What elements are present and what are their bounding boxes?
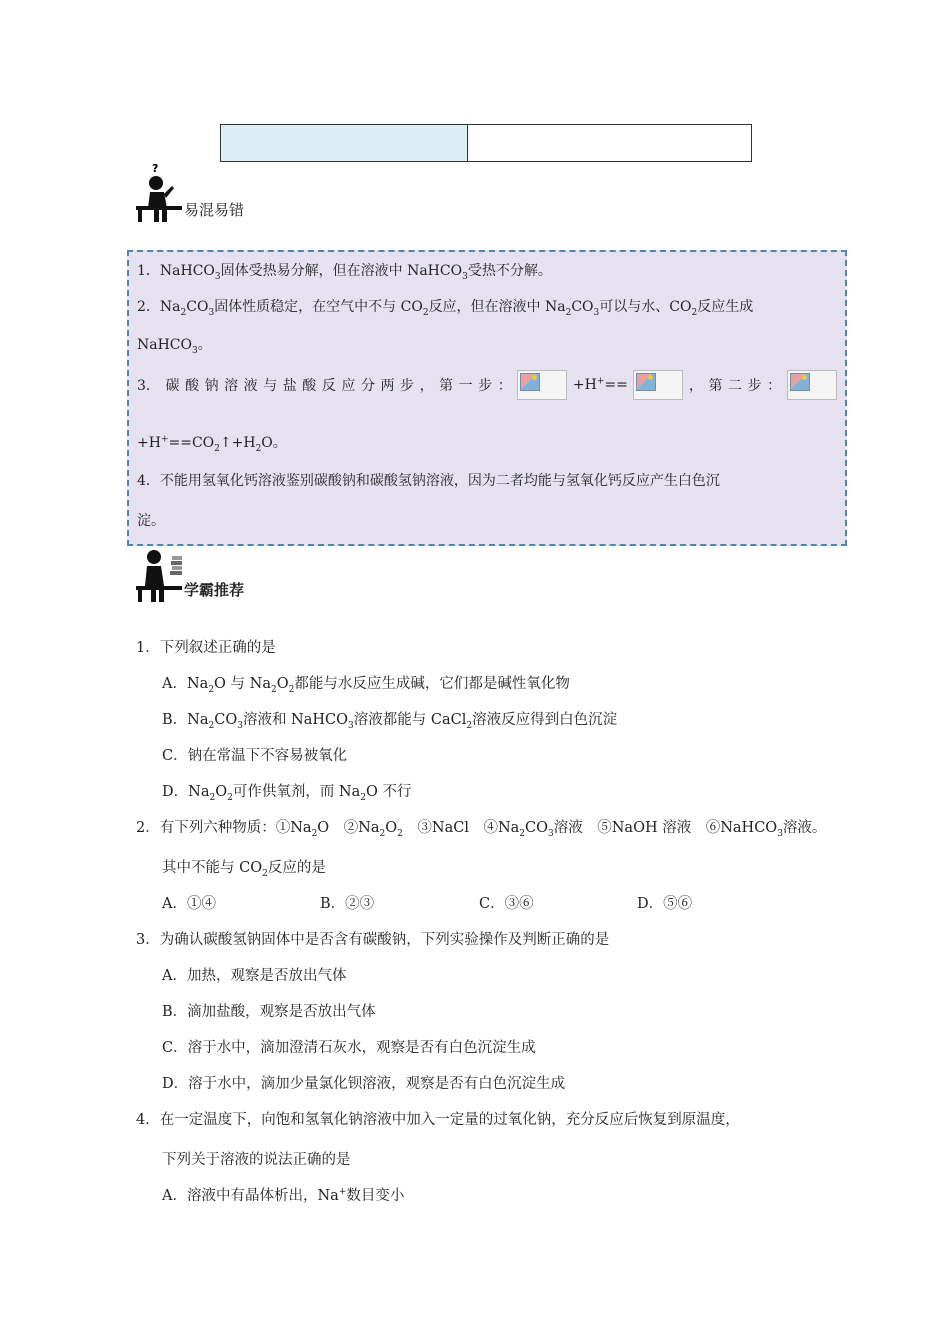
q3-option-c: C．溶于水中，滴加澄清石灰水，观察是否有白色沉淀生成 xyxy=(162,1040,536,1056)
q1-option-a: A．$Na_2O$ 与 $Na_2O_2$都能与水反应生成碱，它们都是碱性氧化物 xyxy=(162,676,570,695)
q4-stem-cont: 下列关于溶液的说法正确的是 xyxy=(162,1152,351,1168)
q1-option-d: D．$Na_2O_2$可作供氧剂，而 $Na_2O$ 不行 xyxy=(162,784,412,803)
box-point-3: 3． 碳 酸 钠 溶 液 与 盐 酸 反 应 分 两 步 ， 第 一 步 ： +H+== ， 第 二 步 ： xyxy=(137,370,837,400)
image-placeholder-icon xyxy=(517,370,567,400)
recommend-section-header xyxy=(134,542,244,602)
image-placeholder-icon xyxy=(633,370,683,400)
box-point-2: 2．$Na_2CO_3$固体性质稳定，在空气中不与 $CO_2$反应，但在溶液中 $Na_2CO_3$可以与水、$CO_2$反应生成 xyxy=(137,299,754,318)
image-placeholder-icon xyxy=(787,370,837,400)
section-title-confusion: 易混易错 xyxy=(184,201,245,219)
box-point-2-cont: NaHCO$_3$。 xyxy=(137,337,212,356)
q2-stem-cont: 其中不能与 $CO_2$反应的是 xyxy=(162,860,326,879)
confusion-box xyxy=(127,250,847,546)
thinking-person-icon xyxy=(134,162,186,222)
q3-option-b: B．滴加盐酸，观察是否放出气体 xyxy=(162,1004,376,1020)
q1-option-c: C．钠在常温下不容易被氧化 xyxy=(162,748,348,764)
top-table xyxy=(220,124,752,162)
q1-option-b: B．$Na_2CO_3$溶液和 NaHCO$_3$溶液都能与 CaCl$_2$溶液反应得到白色沉淀 xyxy=(162,712,618,731)
q3-stem: 3．为确认碳酸氢钠固体中是否含有碳酸钠，下列实验操作及判断正确的是 xyxy=(136,932,610,948)
q2-option-b: B．②③ xyxy=(320,896,375,912)
q2-stem: 2．有下列六种物质：$①Na_2O$ $②Na_2O_2$ ③NaCl $④Na_2CO_3$溶液 ⑤NaOH 溶液 ⑥NaHCO$_3$溶液。 xyxy=(136,820,827,839)
box-point-4-cont: 淀。 xyxy=(137,513,165,529)
q2-option-a: A．①④ xyxy=(162,896,216,912)
q1-stem: 1．下列叙述正确的是 xyxy=(136,640,276,656)
q2-option-d: D．⑤⑥ xyxy=(637,896,693,912)
box-point-3-cont: $+H^+==CO_2↑+H_2O$。 xyxy=(137,434,287,454)
confusion-section-header xyxy=(134,162,244,222)
table-cell-right xyxy=(468,125,751,161)
table-cell-left xyxy=(221,125,468,161)
q4-option-a: A．溶液中有晶体析出，Na+数目变小 xyxy=(162,1187,405,1204)
box-point-1: 1．NaHCO$_3$固体受热易分解，但在溶液中 NaHCO$_3$受热不分解。 xyxy=(137,263,552,282)
svg-text:?: ? xyxy=(152,162,159,175)
q3-option-d: D．溶于水中，滴加少量氯化钡溶液，观察是否有白色沉淀生成 xyxy=(162,1076,566,1092)
section-title-recommend: 学霸推荐 xyxy=(184,581,245,599)
q3-option-a: A．加热，观察是否放出气体 xyxy=(162,968,347,984)
studying-person-icon xyxy=(134,542,186,602)
q2-option-c: C．③⑥ xyxy=(479,896,534,912)
q4-stem: 4．在一定温度下，向饱和氢氧化钠溶液中加入一定量的过氧化钠，充分反应后恢复到原温度， xyxy=(136,1112,740,1128)
box-point-4: 4．不能用氢氧化钙溶液鉴别碳酸钠和碳酸氢钠溶液，因为二者均能与氢氧化钙反应产生白色沉 xyxy=(137,473,720,489)
